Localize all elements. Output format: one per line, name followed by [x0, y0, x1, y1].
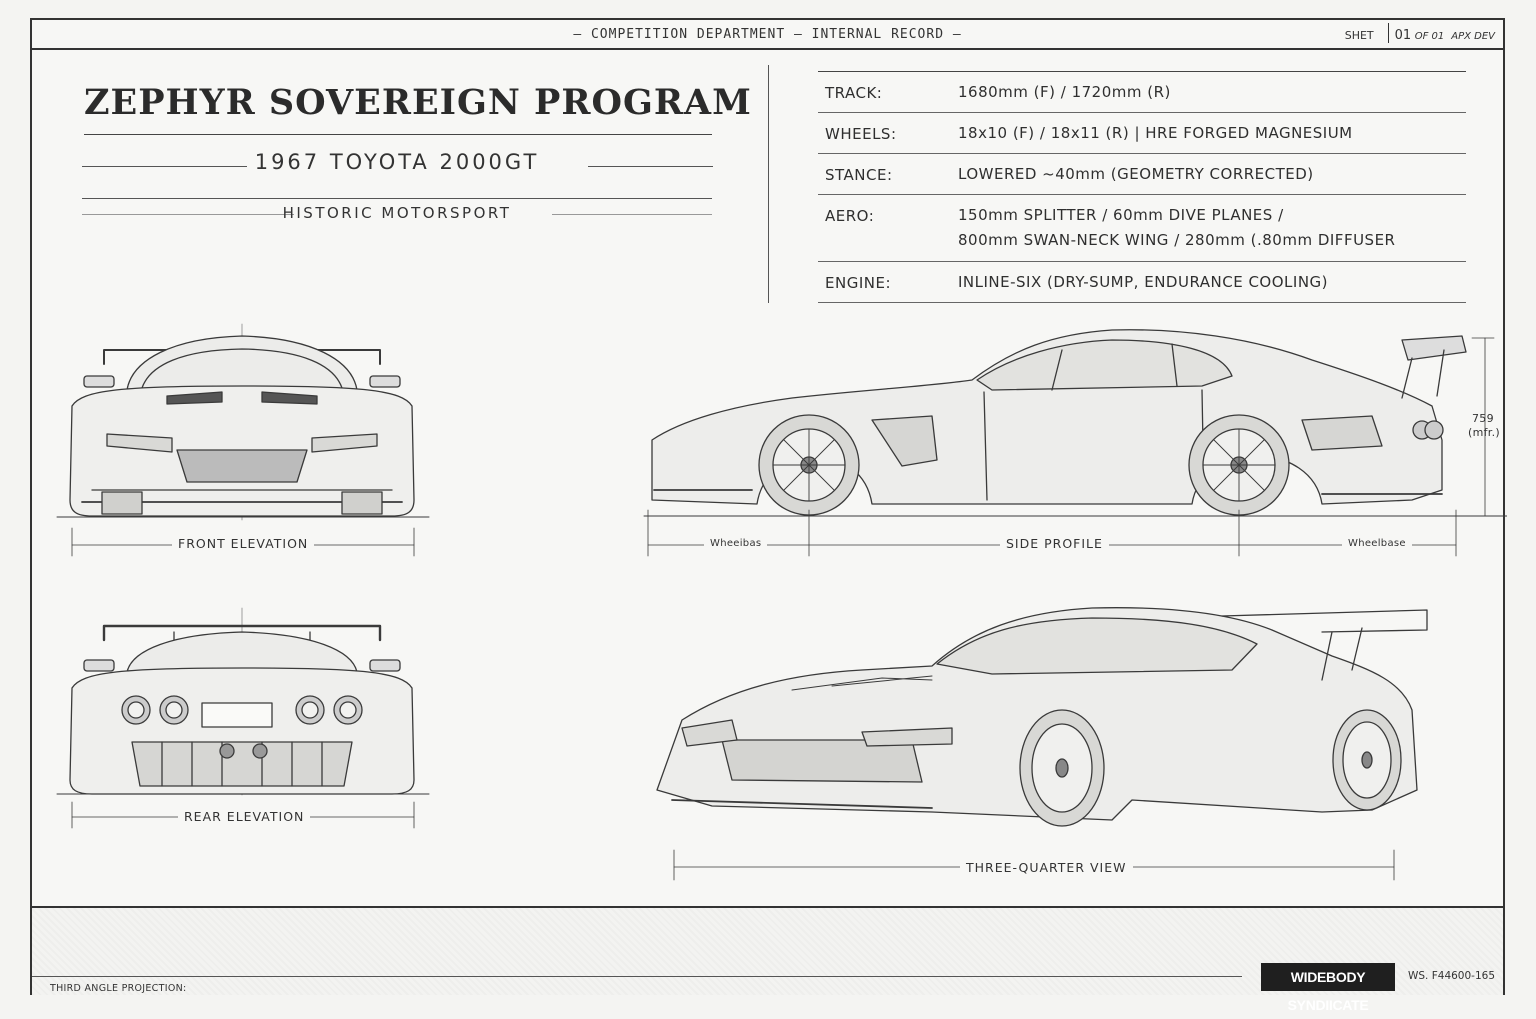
spec-row-aero: AERO: 150mm SPLITTER / 60mm DIVE PLANES / 800mm SWAN-NECK WING / 280mm (.80mm DIFFUSER	[818, 195, 1466, 262]
front-elevation-label: FRONT ELEVATION	[172, 536, 314, 551]
spec-row-stance: STANCE: LOWERED ~40mm (GEOMETRY CORRECTED)	[818, 154, 1466, 195]
sheet-number: 01	[1394, 28, 1412, 43]
three-quarter-drawing	[657, 608, 1427, 880]
height-dimension-unit: (mfr.)	[1468, 426, 1500, 439]
car-drawings	[32, 20, 1507, 906]
spec-row-engine: ENGINE: INLINE-SIX (DRY-SUMP, ENDURANCE COOLING)	[818, 262, 1466, 303]
department-caption: — COMPETITION DEPARTMENT — INTERNAL RECORD —	[573, 27, 962, 42]
vehicle-subtitle: 1967 TOYOTA 2000GT	[254, 150, 540, 174]
program-title: ZEPHYR SOVEREIGN PROGRAM	[84, 82, 752, 123]
side-profile-label: SIDE PROFILE	[1000, 536, 1109, 551]
sheet-code: APX DEV	[1451, 31, 1495, 42]
front-elevation-drawing	[57, 324, 429, 556]
spec-row-wheels: WHEELS: 18x10 (F) / 18x11 (R) | HRE FORGED MAGNESIUM	[818, 113, 1466, 154]
footer-band	[32, 906, 1503, 1013]
projection-note: THIRD ANGLE PROJECTION:	[50, 983, 187, 994]
wheelbase-label-right: Wheelbase	[1342, 538, 1412, 549]
brand-logo: WIDEBODY SYNDIICATE	[1261, 963, 1395, 991]
sheet-label: SHET	[1344, 29, 1374, 42]
wheelbase-label-left: Wheeibas	[704, 538, 767, 549]
three-quarter-label: THREE-QUARTER VIEW	[960, 860, 1133, 875]
rear-elevation-drawing	[57, 608, 429, 828]
drawing-sheet	[30, 18, 1505, 1013]
rear-elevation-label: REAR ELEVATION	[178, 809, 310, 824]
ws-number: WS. F44600-165	[1408, 970, 1495, 982]
sheet-of: OF 01	[1414, 31, 1445, 42]
category-caption: HISTORIC MOTORSPORT	[282, 204, 512, 222]
side-profile-drawing	[644, 330, 1507, 556]
spec-row-track: TRACK: 1680mm (F) / 1720mm (R)	[818, 72, 1466, 113]
height-dimension-value: 759	[1472, 412, 1494, 425]
